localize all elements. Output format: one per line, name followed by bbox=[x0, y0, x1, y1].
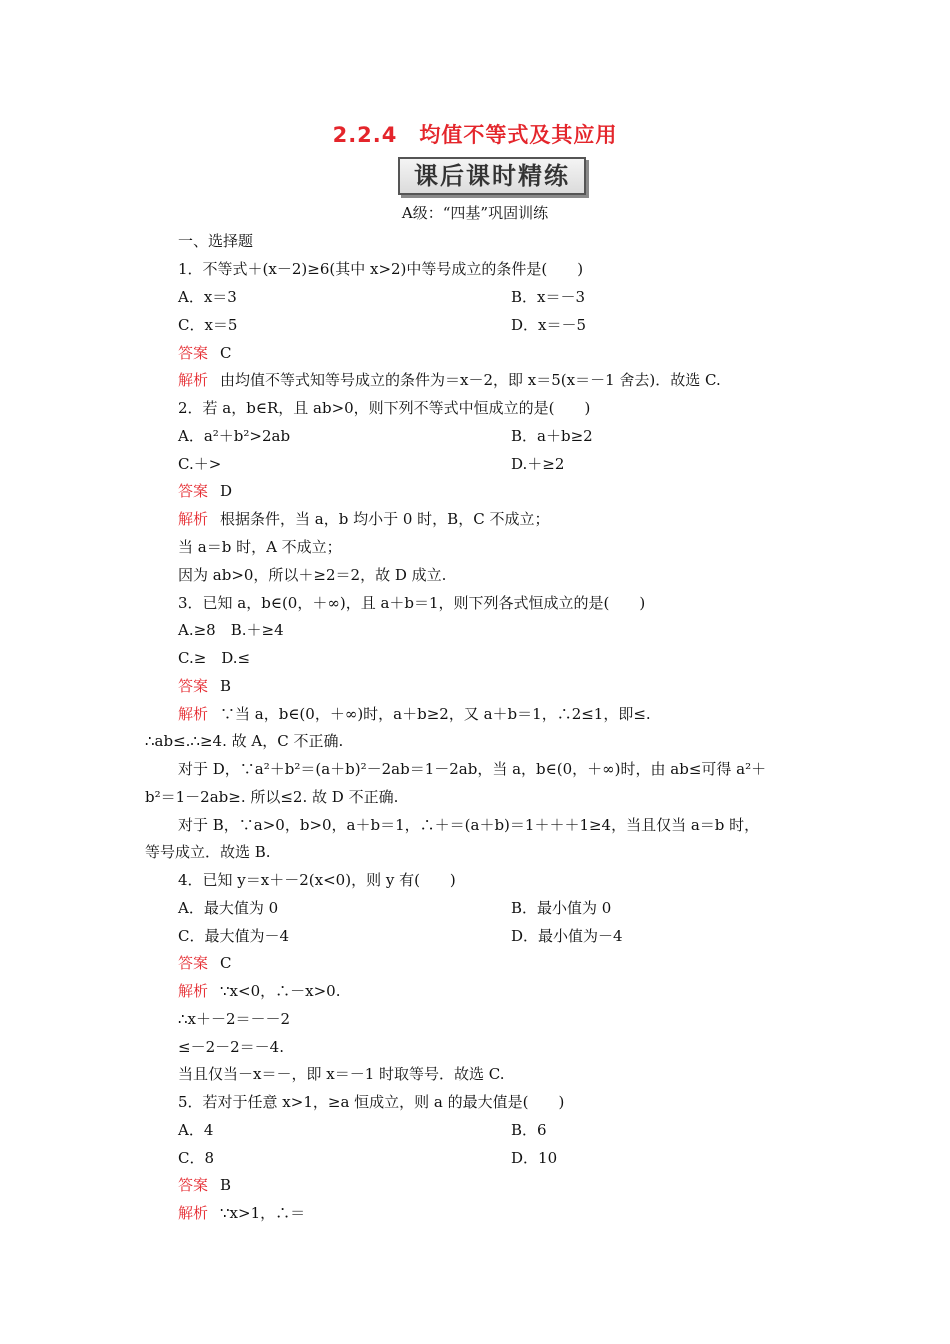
q2-option-d: D.＋≥2 bbox=[511, 455, 565, 473]
analysis-label: 解析 bbox=[178, 982, 209, 1000]
q4-option-d: D．最小值为－4 bbox=[511, 927, 623, 945]
analysis-label: 解析 bbox=[178, 705, 209, 723]
analysis-label: 解析 bbox=[178, 371, 209, 389]
q3-answer bbox=[178, 676, 231, 696]
analysis-label: 解析 bbox=[178, 1204, 209, 1222]
analysis-text: ∵x>1，∴＝ bbox=[220, 1204, 306, 1222]
q4-stem: 4．已知 y＝x＋－2(x<0)，则 y 有( ) bbox=[178, 871, 456, 889]
q3-options-cd: C.≥ D.≤ bbox=[178, 649, 251, 667]
analysis-text: ∵x<0，∴－x>0. bbox=[220, 982, 341, 1000]
answer-value: C bbox=[220, 344, 232, 362]
answer-label: 答案 bbox=[178, 1176, 209, 1194]
q1-option-d: D．x＝－5 bbox=[511, 316, 587, 334]
q3-analysis-line: ∴ab≤.∴≥4. 故 A，C 不正确. bbox=[145, 732, 344, 750]
answer-label: 答案 bbox=[178, 344, 209, 362]
q2-option-b: B．a＋b≥2 bbox=[511, 427, 593, 445]
section-heading: 一、选择题 bbox=[178, 232, 254, 250]
answer-label: 答案 bbox=[178, 954, 209, 972]
q2-option-c: C.＋> bbox=[178, 455, 222, 473]
q5-option-c: C．8 bbox=[178, 1149, 215, 1167]
q1-answer bbox=[178, 343, 232, 363]
q3-options-ab: A.≥8 B.＋≥4 bbox=[178, 621, 284, 639]
q5-option-d: D．10 bbox=[511, 1149, 558, 1167]
q2-answer bbox=[178, 481, 232, 501]
q5-analysis bbox=[178, 1203, 305, 1223]
q3-analysis-line: 等号成立．故选 B. bbox=[145, 843, 271, 861]
q4-analysis-line: ≤－2－2＝－4. bbox=[178, 1038, 284, 1056]
answer-value: B bbox=[220, 677, 232, 695]
answer-value: D bbox=[220, 482, 233, 500]
q2-option-a: A．a²＋b²>2ab bbox=[178, 427, 291, 445]
answer-label: 答案 bbox=[178, 677, 209, 695]
q3-analysis-line: b²＝1－2ab≥. 所以≤2. 故 D 不正确. bbox=[145, 788, 399, 806]
q1-option-b: B．x＝－3 bbox=[511, 288, 586, 306]
q3-analysis-line: 对于 D，∵a²＋b²＝(a＋b)²－2ab＝1－2ab，当 a，b∈(0，＋∞)时，由 ab≤可得 a²＋ bbox=[178, 760, 767, 778]
q2-stem: 2．若 a，b∈R，且 ab>0，则下列不等式中恒成立的是( ) bbox=[178, 399, 591, 417]
q5-answer bbox=[178, 1175, 231, 1195]
q4-option-c: C．最大值为－4 bbox=[178, 927, 290, 945]
analysis-label: 解析 bbox=[178, 510, 209, 528]
answer-value: C bbox=[220, 954, 232, 972]
q4-option-b: B．最小值为 0 bbox=[511, 899, 612, 917]
q4-analysis-line: ∴x＋－2＝－－2 bbox=[178, 1010, 291, 1028]
q2-analysis bbox=[178, 509, 549, 529]
analysis-text: ∵当 a，b∈(0，＋∞)时，a＋b≥2，又 a＋b＝1，∴2≤1，即≤. bbox=[220, 705, 651, 723]
q3-stem: 3．已知 a，b∈(0，＋∞)，且 a＋b＝1，则下列各式恒成立的是( ) bbox=[178, 594, 646, 612]
q5-option-a: A．4 bbox=[178, 1121, 214, 1139]
q4-option-a: A．最大值为 0 bbox=[178, 899, 279, 917]
analysis-text: 由均值不等式知等号成立的条件为＝x－2，即 x＝5(x＝－1 舍去)．故选 C. bbox=[220, 371, 721, 389]
level-subtitle: A级：“四基”巩固训练 bbox=[401, 204, 549, 222]
lesson-title: 2.2.4 均值不等式及其应用 bbox=[332, 123, 618, 147]
q1-stem: 1．不等式＋(x－2)≥6(其中 x>2)中等号成立的条件是( ) bbox=[178, 260, 584, 278]
q3-analysis-line: 对于 B，∵a>0，b>0，a＋b＝1，∴＋＝(a＋b)＝1＋＋＋1≥4，当且仅当 a＝b 时， bbox=[178, 816, 760, 834]
analysis-text: 根据条件，当 a，b 均小于 0 时，B，C 不成立； bbox=[220, 510, 550, 528]
q2-analysis-line: 因为 ab>0，所以＋≥2＝2，故 D 成立. bbox=[178, 566, 447, 584]
q5-stem: 5．若对于任意 x>1，≥a 恒成立，则 a 的最大值是( ) bbox=[178, 1093, 565, 1111]
q1-option-c: C．x＝5 bbox=[178, 316, 238, 334]
answer-value: B bbox=[220, 1176, 232, 1194]
q1-option-a: A．x＝3 bbox=[178, 288, 237, 306]
answer-label: 答案 bbox=[178, 482, 209, 500]
q1-analysis bbox=[178, 370, 721, 390]
q3-analysis bbox=[178, 704, 651, 724]
section-banner: 课后课时精练 bbox=[398, 157, 586, 195]
q5-option-b: B．6 bbox=[511, 1121, 547, 1139]
q4-analysis-line: 当且仅当－x＝－，即 x＝－1 时取等号．故选 C. bbox=[178, 1065, 505, 1083]
q4-analysis bbox=[178, 981, 340, 1001]
q4-answer bbox=[178, 953, 232, 973]
q2-analysis-line: 当 a＝b 时，A 不成立； bbox=[178, 538, 342, 556]
